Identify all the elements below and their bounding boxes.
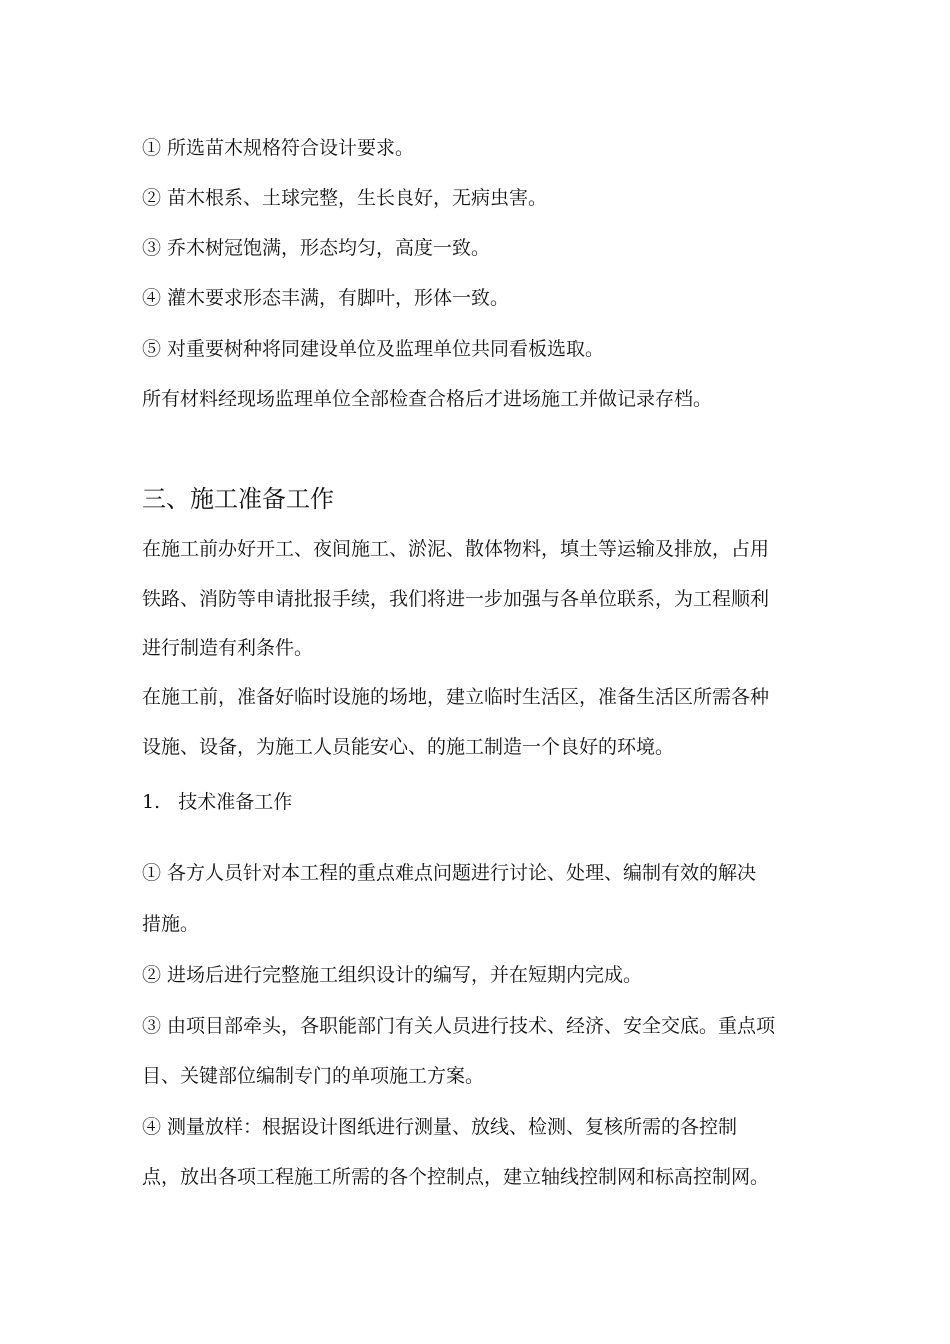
list-item: ④ 测量放样：根据设计图纸进行测量、放线、检测、复核所需的各控制 [142, 1116, 738, 1138]
paragraph-line: 进行制造有利条件。 [142, 637, 314, 659]
paragraph-line: 在施工前办好开工、夜间施工、淤泥、散体物料，填土等运输及排放，占用 [142, 538, 770, 560]
list-item: ⑤ 对重要树种将同建设单位及监理单位共同看板选取。 [142, 338, 605, 360]
list-item: 措施。 [142, 913, 200, 935]
list-item: ③ 乔木树冠饱满，形态均匀，高度一致。 [142, 237, 491, 259]
paragraph-line: 铁路、消防等申请批报手续，我们将进一步加强与各单位联系，为工程顺利 [142, 588, 770, 610]
list-item: ③ 由项目部牵头，各职能部门有关人员进行技术、经济、安全交底。重点项 [142, 1015, 776, 1037]
summary-text: 所有材料经现场监理单位全部检查合格后才进场施工并做记录存档。 [142, 388, 713, 410]
list-item: ① 所选苗木规格符合设计要求。 [142, 137, 415, 159]
list-item: 目、关键部位编制专门的单项施工方案。 [142, 1065, 485, 1087]
paragraph-line: 在施工前，准备好临时设施的场地，建立临时生活区，准备生活区所需各种 [142, 686, 770, 708]
list-item: 点，放出各项工程施工所需的各个控制点，建立轴线控制网和标高控制网。 [142, 1166, 770, 1188]
list-item: ② 苗木根系、土球完整，生长良好，无病虫害。 [142, 187, 548, 209]
section-title: 三、施工准备工作 [142, 485, 334, 513]
list-item: ② 进场后进行完整施工组织设计的编写，并在短期内完成。 [142, 964, 643, 986]
subheading: 1. 技术准备工作 [142, 791, 293, 813]
list-item: ④ 灌木要求形态丰满，有脚叶，形体一致。 [142, 287, 510, 309]
paragraph-line: 设施、设备，为施工人员能安心、的施工制造一个良好的环境。 [142, 736, 675, 758]
list-item: ① 各方人员针对本工程的重点难点问题进行讨论、处理、编制有效的解决 [142, 862, 757, 884]
